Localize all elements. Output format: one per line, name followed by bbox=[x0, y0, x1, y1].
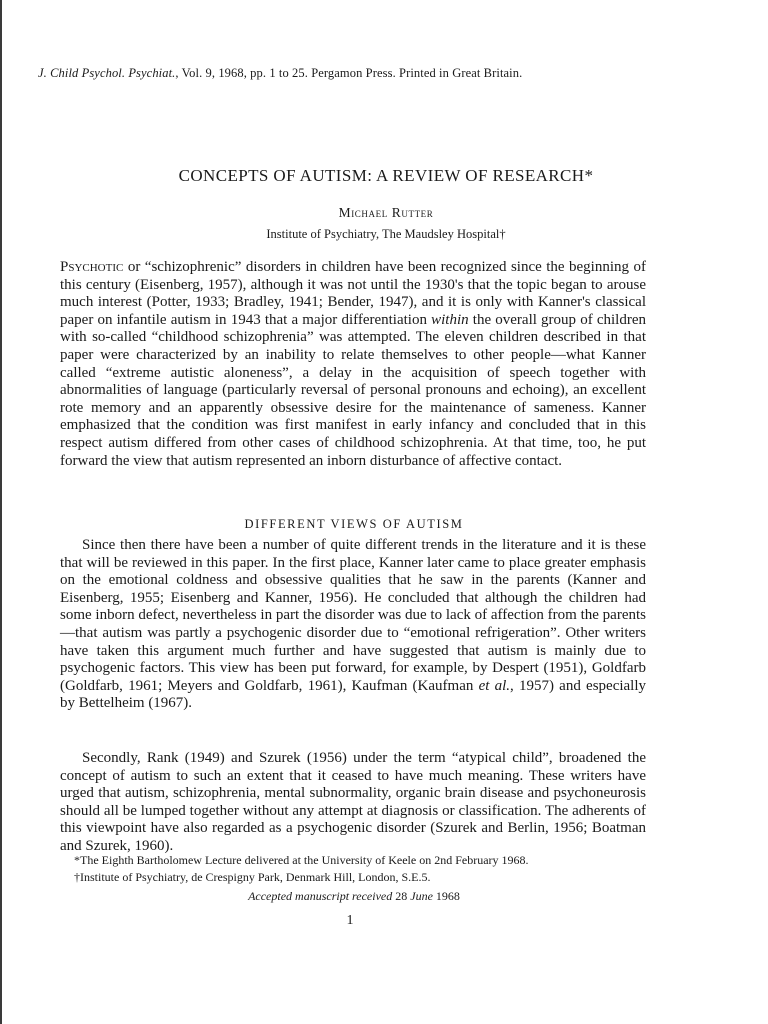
section-heading: DIFFERENT VIEWS OF AUTISM bbox=[244, 517, 464, 531]
footnotes bbox=[74, 852, 654, 885]
citation-details: , Vol. 9, 1968, pp. 1 to 25. Pergamon Press. Printed in Great Britain. bbox=[175, 66, 523, 80]
accepted-note bbox=[2, 889, 706, 904]
accepted-label: Accepted manuscript received bbox=[248, 889, 393, 903]
intro-paragraph bbox=[60, 259, 646, 470]
accepted-year: 1968 bbox=[432, 889, 460, 903]
section-paragraph-1 bbox=[60, 537, 646, 713]
article-title: CONCEPTS OF AUTISM: A REVIEW OF RESEARCH* bbox=[178, 166, 594, 185]
section-p1-etal: et al. bbox=[478, 677, 511, 694]
intro-lead-word: Psychotic bbox=[60, 259, 124, 275]
footnote-address: †Institute of Psychiatry, de Crespigny Park, Denmark Hill, London, S.E.5. bbox=[74, 869, 431, 884]
author-affiliation: Institute of Psychiatry, The Maudsley Hospital† bbox=[266, 227, 506, 241]
section-paragraph-2 bbox=[60, 750, 646, 856]
intro-text-b: the overall group of children with so-called “childhood schizophrenia” was attempted. The eleven children described in that paper were characterized by an inability to relate themselves to other people—what Kanner called “extreme autistic aloneness”, a delay in the acquisition of speech together with abnormalities of language (particularly reversal of personal pronouns and echoing), an excellent rote memory and an apparently obsessive desire for the maintenance of sameness. Kanner emphasized that the condition was first manifest in early infancy and concluded that in this respect autism differed from other cases of childhood schizophrenia. At that time, too, he put forward the view that autism represented an inborn disturbance of affective contact. bbox=[60, 311, 646, 469]
section-p1-text-a: Since then there have been a number of quite different trends in the literature and it is these that will be reviewed in this paper. In the first place, Kanner later came to place greater emphasis on the emotional coldness and obsessive qualities that he saw in the parents (Kanner and Eisenberg, 1955; Eisenberg and Kanner, 1956). He concluded that although the children had some inborn defect, nevertheless in part the disorder was due to lack of affection from the parents—that autism was partly a psychogenic disorder due to “emotional refrigeration”. Other writers have taken this argument much further and have suggested that autism is mainly due to psychogenic factors. This view has been put forward, for example, by Despert (1951), Goldfarb (Goldfarb, 1961; Meyers and Goldfarb, 1961), Kaufman (Kaufman bbox=[60, 537, 646, 694]
section-p2-text: Secondly, Rank (1949) and Szurek (1956) under the term “atypical child”, broadened the concept of autism to such an extent that it ceased to have much meaning. These writers have urged that autism, schizophrenia, mental subnormality, organic brain disease and psychoneurosis should all be lumped together without any attempt at diagnosis or classification. The adherents of this viewpoint have also regarded as a psychogenic disorder (Szurek and Berlin, 1956; Boatman and Szurek, 1960). bbox=[60, 750, 646, 854]
accepted-month: June bbox=[410, 889, 433, 903]
journal-citation bbox=[38, 66, 522, 81]
page-number: 1 bbox=[346, 913, 354, 928]
footnote-lecture: *The Eighth Bartholomew Lecture delivered at the University of Keele on 2nd February 1968. bbox=[74, 853, 529, 867]
journal-name: J. Child Psychol. Psychiat. bbox=[38, 66, 176, 80]
intro-emphasis: within bbox=[431, 311, 469, 328]
author-name: Michael Rutter bbox=[338, 205, 434, 220]
intro-text-a: or “schizophrenic” disorders in children have been recognized since the beginning of this century (Eisenberg, 1957), although it was not until the 1930's that the topic began to arouse much interest (Potter, 1933; Bradley, 1941; Bender, 1947), and it is only with Kanner's classical paper on infantile autism in 1943 that a major differentiation bbox=[60, 259, 646, 328]
accepted-day: 28 bbox=[392, 889, 411, 903]
section-p1-text-b: , 1957) and especially by Bettelheim (1967). bbox=[60, 677, 647, 712]
